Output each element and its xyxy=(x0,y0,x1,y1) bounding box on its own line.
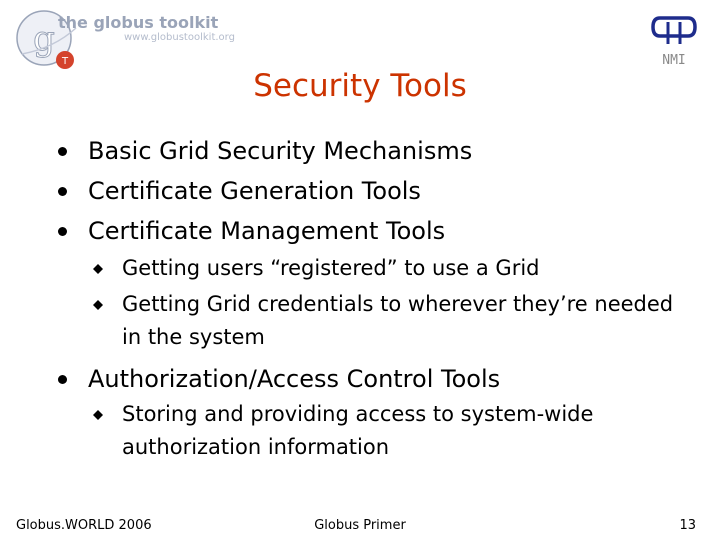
bullet-dot xyxy=(58,375,67,384)
nmi-shape xyxy=(653,18,695,36)
globus-toolkit-logo xyxy=(14,8,244,74)
logo-name: the globus toolkit xyxy=(58,13,219,32)
bullet-label: Authorization/Access Control Tools xyxy=(88,365,501,393)
logo-url: www.globustoolkit.org xyxy=(124,32,235,43)
sub-bullet-label: Getting Grid credentials to wherever they’re needed in the system xyxy=(122,292,674,349)
bullet-dot xyxy=(58,227,67,236)
bullet-label: Basic Grid Security Mechanisms xyxy=(88,137,473,165)
bullet-label: Certificate Generation Tools xyxy=(88,177,421,205)
diamond-bullet-icon xyxy=(93,264,103,274)
logo-badge-letter: T xyxy=(61,56,69,67)
diamond-bullet-icon xyxy=(93,410,103,420)
footer-center: Globus Primer xyxy=(314,518,406,533)
footer-left: Globus.WORLD 2006 xyxy=(16,518,152,533)
bullet-dot xyxy=(58,187,67,196)
logo-letter: g xyxy=(33,19,55,59)
bullet-dot xyxy=(58,147,67,156)
sub-bullet-label: Storing and providing access to system-wide authorization information xyxy=(122,402,594,459)
bullet-label: Certificate Management Tools xyxy=(88,217,446,245)
diamond-bullet-icon xyxy=(93,300,103,310)
page-number: 13 xyxy=(679,518,696,533)
nmi-label: NMI xyxy=(662,53,686,68)
nmi-logo xyxy=(650,10,698,68)
slide-title: Security Tools xyxy=(253,68,467,104)
sub-bullet-label: Getting users “registered” to use a Grid xyxy=(122,256,540,280)
